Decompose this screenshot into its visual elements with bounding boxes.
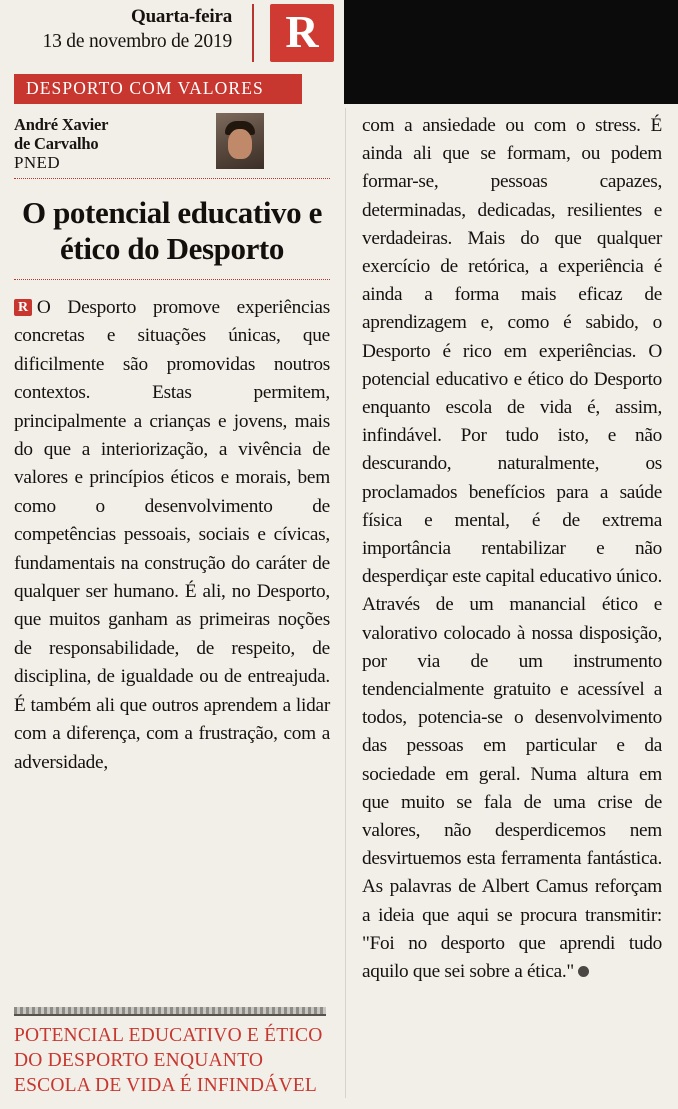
dropcap-logo: R <box>14 299 32 316</box>
masthead-date: 13 de novembro de 2019 <box>42 31 232 52</box>
article-body-right <box>362 112 662 1092</box>
masthead-weekday: Quarta-feira <box>130 6 232 27</box>
publication-logo: R <box>270 4 334 62</box>
byline-block <box>14 115 330 181</box>
pullquote-text: POTENCIAL EDUCATIVO E ÉTICO DO DESPORTO ENQUANTO ESCOLA DE VIDA É INFINDÁVEL <box>14 1025 323 1096</box>
left-column <box>14 4 330 1104</box>
page-title: O potencial educativo e ético do Desporto <box>22 195 322 266</box>
author-name-line1: André Xavier <box>14 115 109 134</box>
article-right-text: com a ansiedade ou com o stress. É ainda ali que se formam, ou podem formar-se, pessoas capazes, determinadas, dedicadas, resilientes e verdadeiras. Mais do que qualquer exercício de retórica, a experiência é ainda a forma mais eficaz de aprendizagem e, como é sabido, o Desporto é rico em experiências. O potencial educativo e ético do Desporto enquanto escola de vida é, assim, infindável. Por tudo isto, e não descurando, naturalmente, os proclamados benefícios para a saúde física e mental, é de extrema importância rentabilizar e não desperdiçar este capital educativo único. Através de um manancial ético e valorativo colocado à nossa disposição, por via de um instrumento tendencialmente gratuito e acessível a todos, potencia-se o desenvolvimento das pessoas em particular e da sociedade em geral. Numa altura em que muito se fala de uma crise de valores, não desperdicemos nem desvirtuemos esta ferramenta fantástica. As palavras de Albert Camus reforçam a ideia que aqui se procura transmitir: "Foi no desporto que aprendi tudo aquilo que sei sobre a ética." <box>362 115 662 983</box>
column-divider <box>345 108 346 1098</box>
scan-edge-black <box>344 0 678 104</box>
author-portrait <box>216 113 264 169</box>
article-left-text: O Desporto promove experiências concretas e situações únicas, que dificilmente são promovidas noutros contextos. Estas permitem, principalmente a crianças e jovens, mais do que a interiorização, a vivência de valores e princípios éticos e morais, bem como o desenvolvimento de competências pessoais, sociais e cívicas, fundamentais na construção do caráter de qualquer ser humano. É ali, no Desporto, que muitos ganham as primeiras noções de responsabilidade, de respeito, de disciplina, de igualdade ou de entreajuda. É também ali que outros aprendem a lidar com a diferença, com a frustração, com a adversidade, <box>14 297 330 773</box>
section-kicker: DESPORTO COM VALORES <box>14 74 302 104</box>
end-mark-icon <box>578 966 589 977</box>
byline <box>14 115 330 172</box>
portrait-face <box>228 129 252 159</box>
masthead <box>14 4 330 66</box>
author-organization: PNED <box>14 153 60 172</box>
masthead-rule <box>252 4 254 62</box>
pullquote-block <box>14 1007 326 1098</box>
byline-divider <box>14 178 330 179</box>
pullquote-rule <box>14 1007 326 1016</box>
headline-divider <box>14 279 330 280</box>
author-name-line2: de Carvalho <box>14 134 99 153</box>
article-body-left <box>14 294 330 777</box>
